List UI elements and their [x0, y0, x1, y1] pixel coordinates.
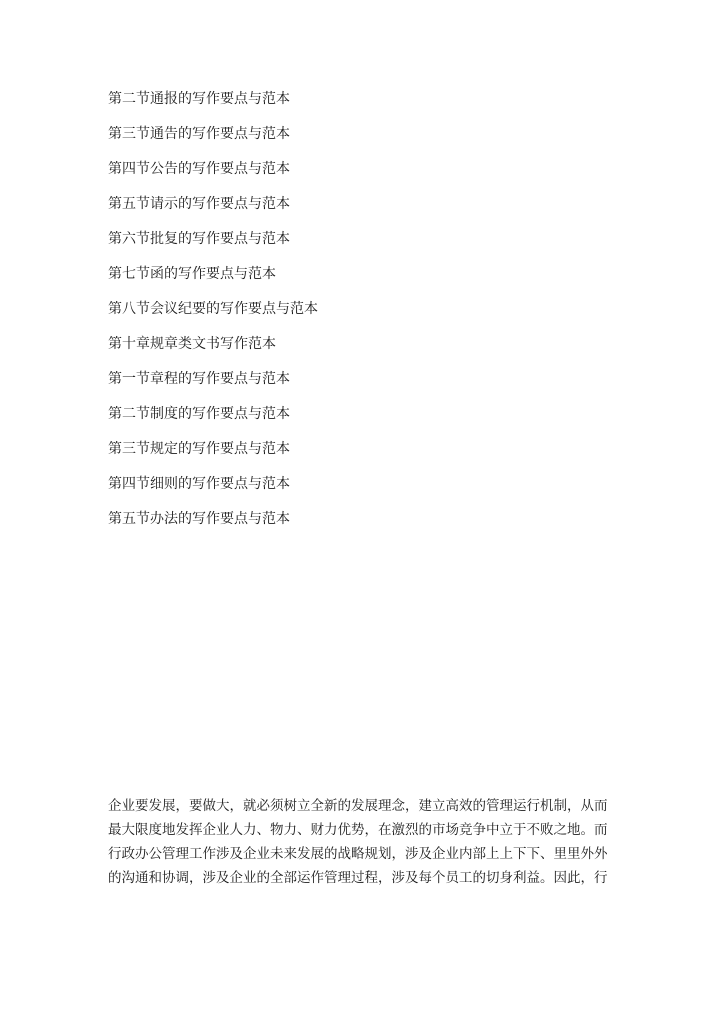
toc-item: 第三节规定的写作要点与范本	[108, 441, 290, 457]
paragraph-line: 最大限度地发挥企业人力、物力、财力优势，在激烈的市场竞争中立于不败之地。而	[108, 822, 608, 838]
toc-item: 第一节章程的写作要点与范本	[108, 371, 290, 387]
toc-item: 第七节函的写作要点与范本	[108, 266, 276, 282]
body-paragraph	[108, 794, 608, 890]
toc-item: 第五节办法的写作要点与范本	[108, 511, 290, 527]
table-of-contents	[108, 88, 318, 543]
paragraph-line: 企业要发展，要做大，就必须树立全新的发展理念，建立高效的管理运行机制，从而	[108, 798, 608, 814]
toc-item: 第六节批复的写作要点与范本	[108, 231, 290, 247]
toc-item: 第二节制度的写作要点与范本	[108, 406, 290, 422]
toc-item: 第四节细则的写作要点与范本	[108, 476, 290, 492]
toc-item: 第十章规章类文书写作范本	[108, 336, 276, 352]
paragraph-line: 的沟通和协调，涉及企业的全部运作管理过程，涉及每个员工的切身利益。因此，行	[108, 870, 608, 886]
toc-item: 第五节请示的写作要点与范本	[108, 196, 290, 212]
toc-item: 第三节通告的写作要点与范本	[108, 126, 290, 142]
toc-item: 第八节会议纪要的写作要点与范本	[108, 301, 318, 317]
paragraph-line: 行政办公管理工作涉及企业未来发展的战略规划，涉及企业内部上上下下、里里外外	[108, 846, 608, 862]
toc-item: 第二节通报的写作要点与范本	[108, 91, 290, 107]
toc-item: 第四节公告的写作要点与范本	[108, 161, 290, 177]
